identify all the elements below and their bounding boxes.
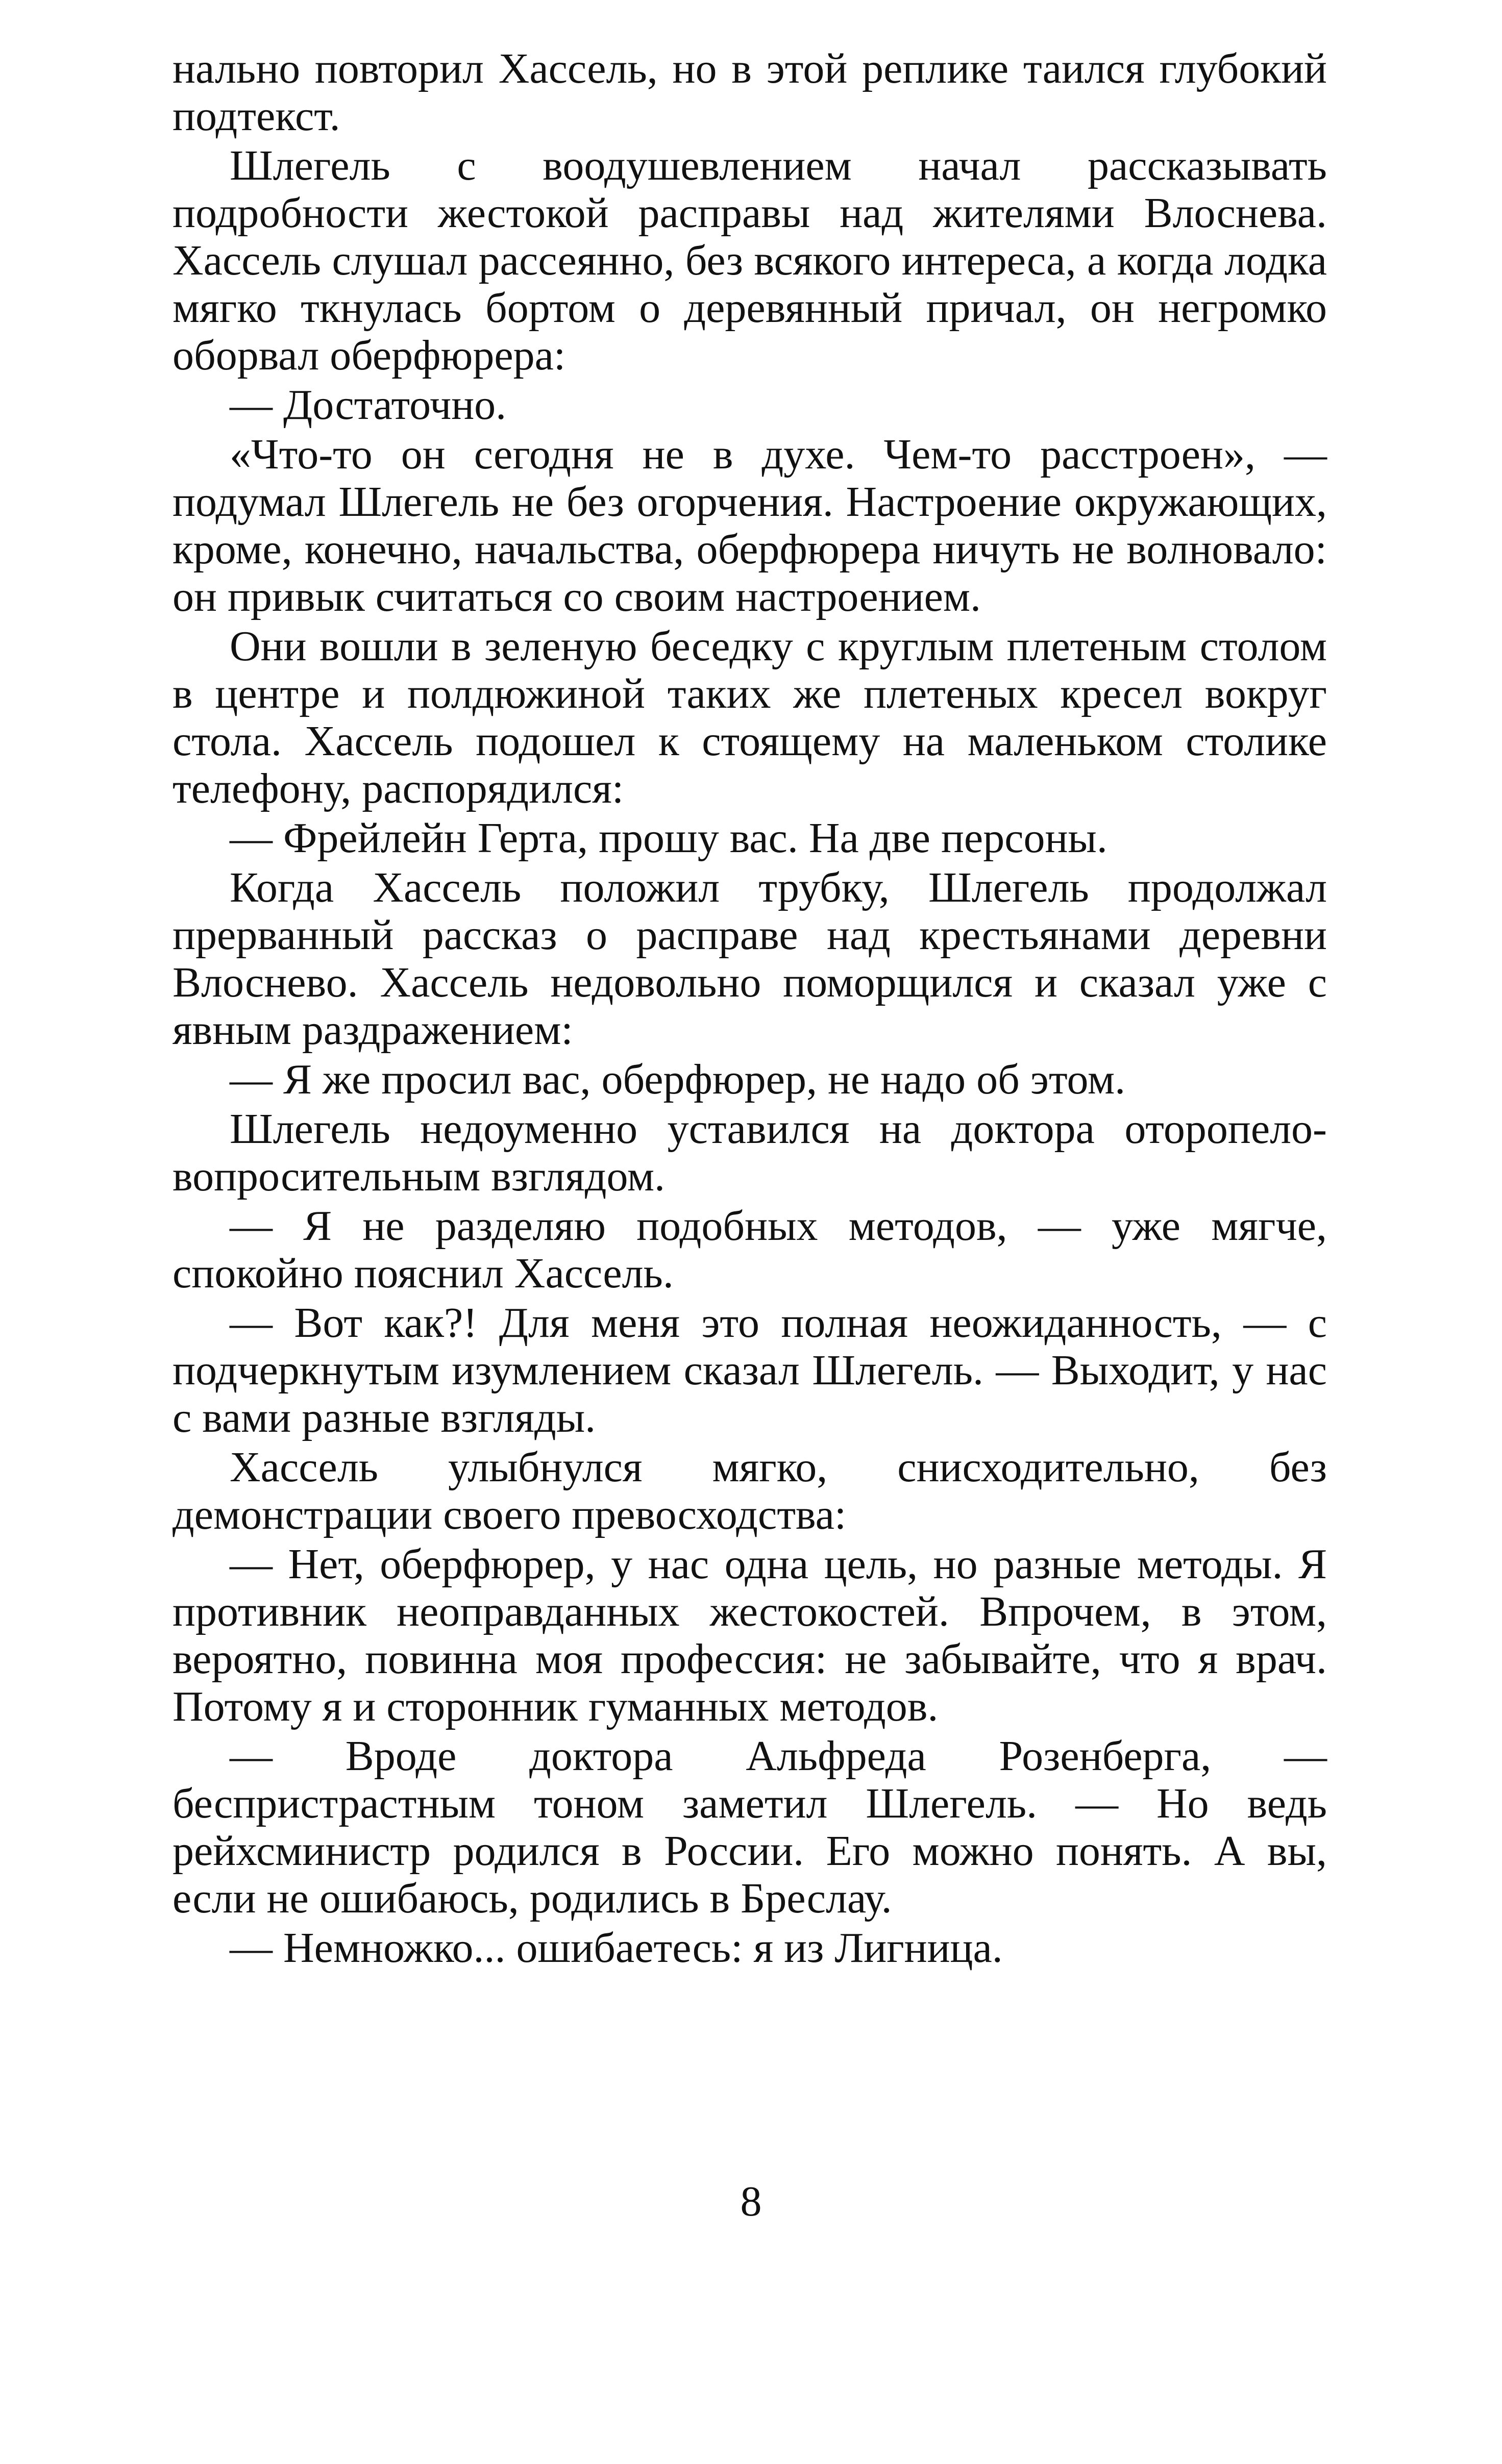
paragraph: Хассель улыбнулся мягко, снисходительно, без демонстрации своего превосходства: xyxy=(173,1443,1327,1538)
paragraph: Они вошли в зеленую беседку с круглым плетеным столом в центре и полдюжиной таких же плетеных кресел вокруг стола. Хассель подошел к стоящему на маленьком столике телефону, распорядился: xyxy=(173,623,1327,812)
paragraph-dialogue: — Фрейлейн Герта, прошу вас. На две персоны. xyxy=(230,814,1107,862)
paragraph-dialogue: — Достаточно. xyxy=(230,381,507,429)
paragraph-dialogue: — Вроде доктора Альфреда Розенберга, — беспристрастным тоном заметил Шлегель. — Но ведь рейхсминистр родился в России. Его можно понять. А вы, если не ошибаюсь, родились в Бреслау. xyxy=(173,1732,1327,1922)
paragraph-dialogue: — Я не разделяю подобных методов, — уже мягче, спокойно пояснил Хассель. xyxy=(173,1202,1327,1297)
paragraph: Шлегель недоуменно уставился на доктора оторопело-вопросительным взглядом. xyxy=(173,1105,1327,1200)
paragraph-dialogue: — Немножко... ошибаетесь: я из Лигница. xyxy=(230,1924,1003,1972)
paragraph-dialogue: — Я же просил вас, оберфюрер, не надо об этом. xyxy=(230,1056,1126,1103)
page-text-body xyxy=(173,45,1327,1974)
paragraph-dialogue: — Вот как?! Для меня это полная неожиданность, — с подчеркнутым изумлением сказал Шлегель. — Выходит, у нас с вами разные взгляды. xyxy=(173,1299,1327,1441)
paragraph-dialogue: — Нет, оберфюрер, у нас одна цель, но разные методы. Я противник неоправданных жестокостей. Впрочем, в этом, вероятно, повинна моя профессия: не забывайте, что я врач. Потому я и сторонник гуманных методов. xyxy=(173,1540,1327,1730)
paragraph-continuation: нально повторил Хассель, но в этой реплике таился глубокий подтекст. xyxy=(173,45,1327,140)
paragraph: Шлегель с воодушевлением начал рассказывать подробности жестокой расправы над жителями Влоснева. Хассель слушал рассеянно, без всякого интереса, а когда лодка мягко ткнулась бортом о деревянный причал, он негромко оборвал оберфюрера: xyxy=(173,142,1327,379)
paragraph: «Что-то он сегодня не в духе. Чем-то расстроен», — подумал Шлегель не без огорчения. Настроение окружающих, кроме, конечно, начальства, оберфюрера ничуть не волновало: он привык считаться со своим настроением. xyxy=(173,431,1327,620)
page-number: 8 xyxy=(740,2178,762,2225)
paragraph: Когда Хассель положил трубку, Шлегель продолжал прерванный рассказ о расправе над крестьянами деревни Влоснево. Хассель недовольно поморщился и сказал уже с явным раздражением: xyxy=(173,864,1327,1054)
